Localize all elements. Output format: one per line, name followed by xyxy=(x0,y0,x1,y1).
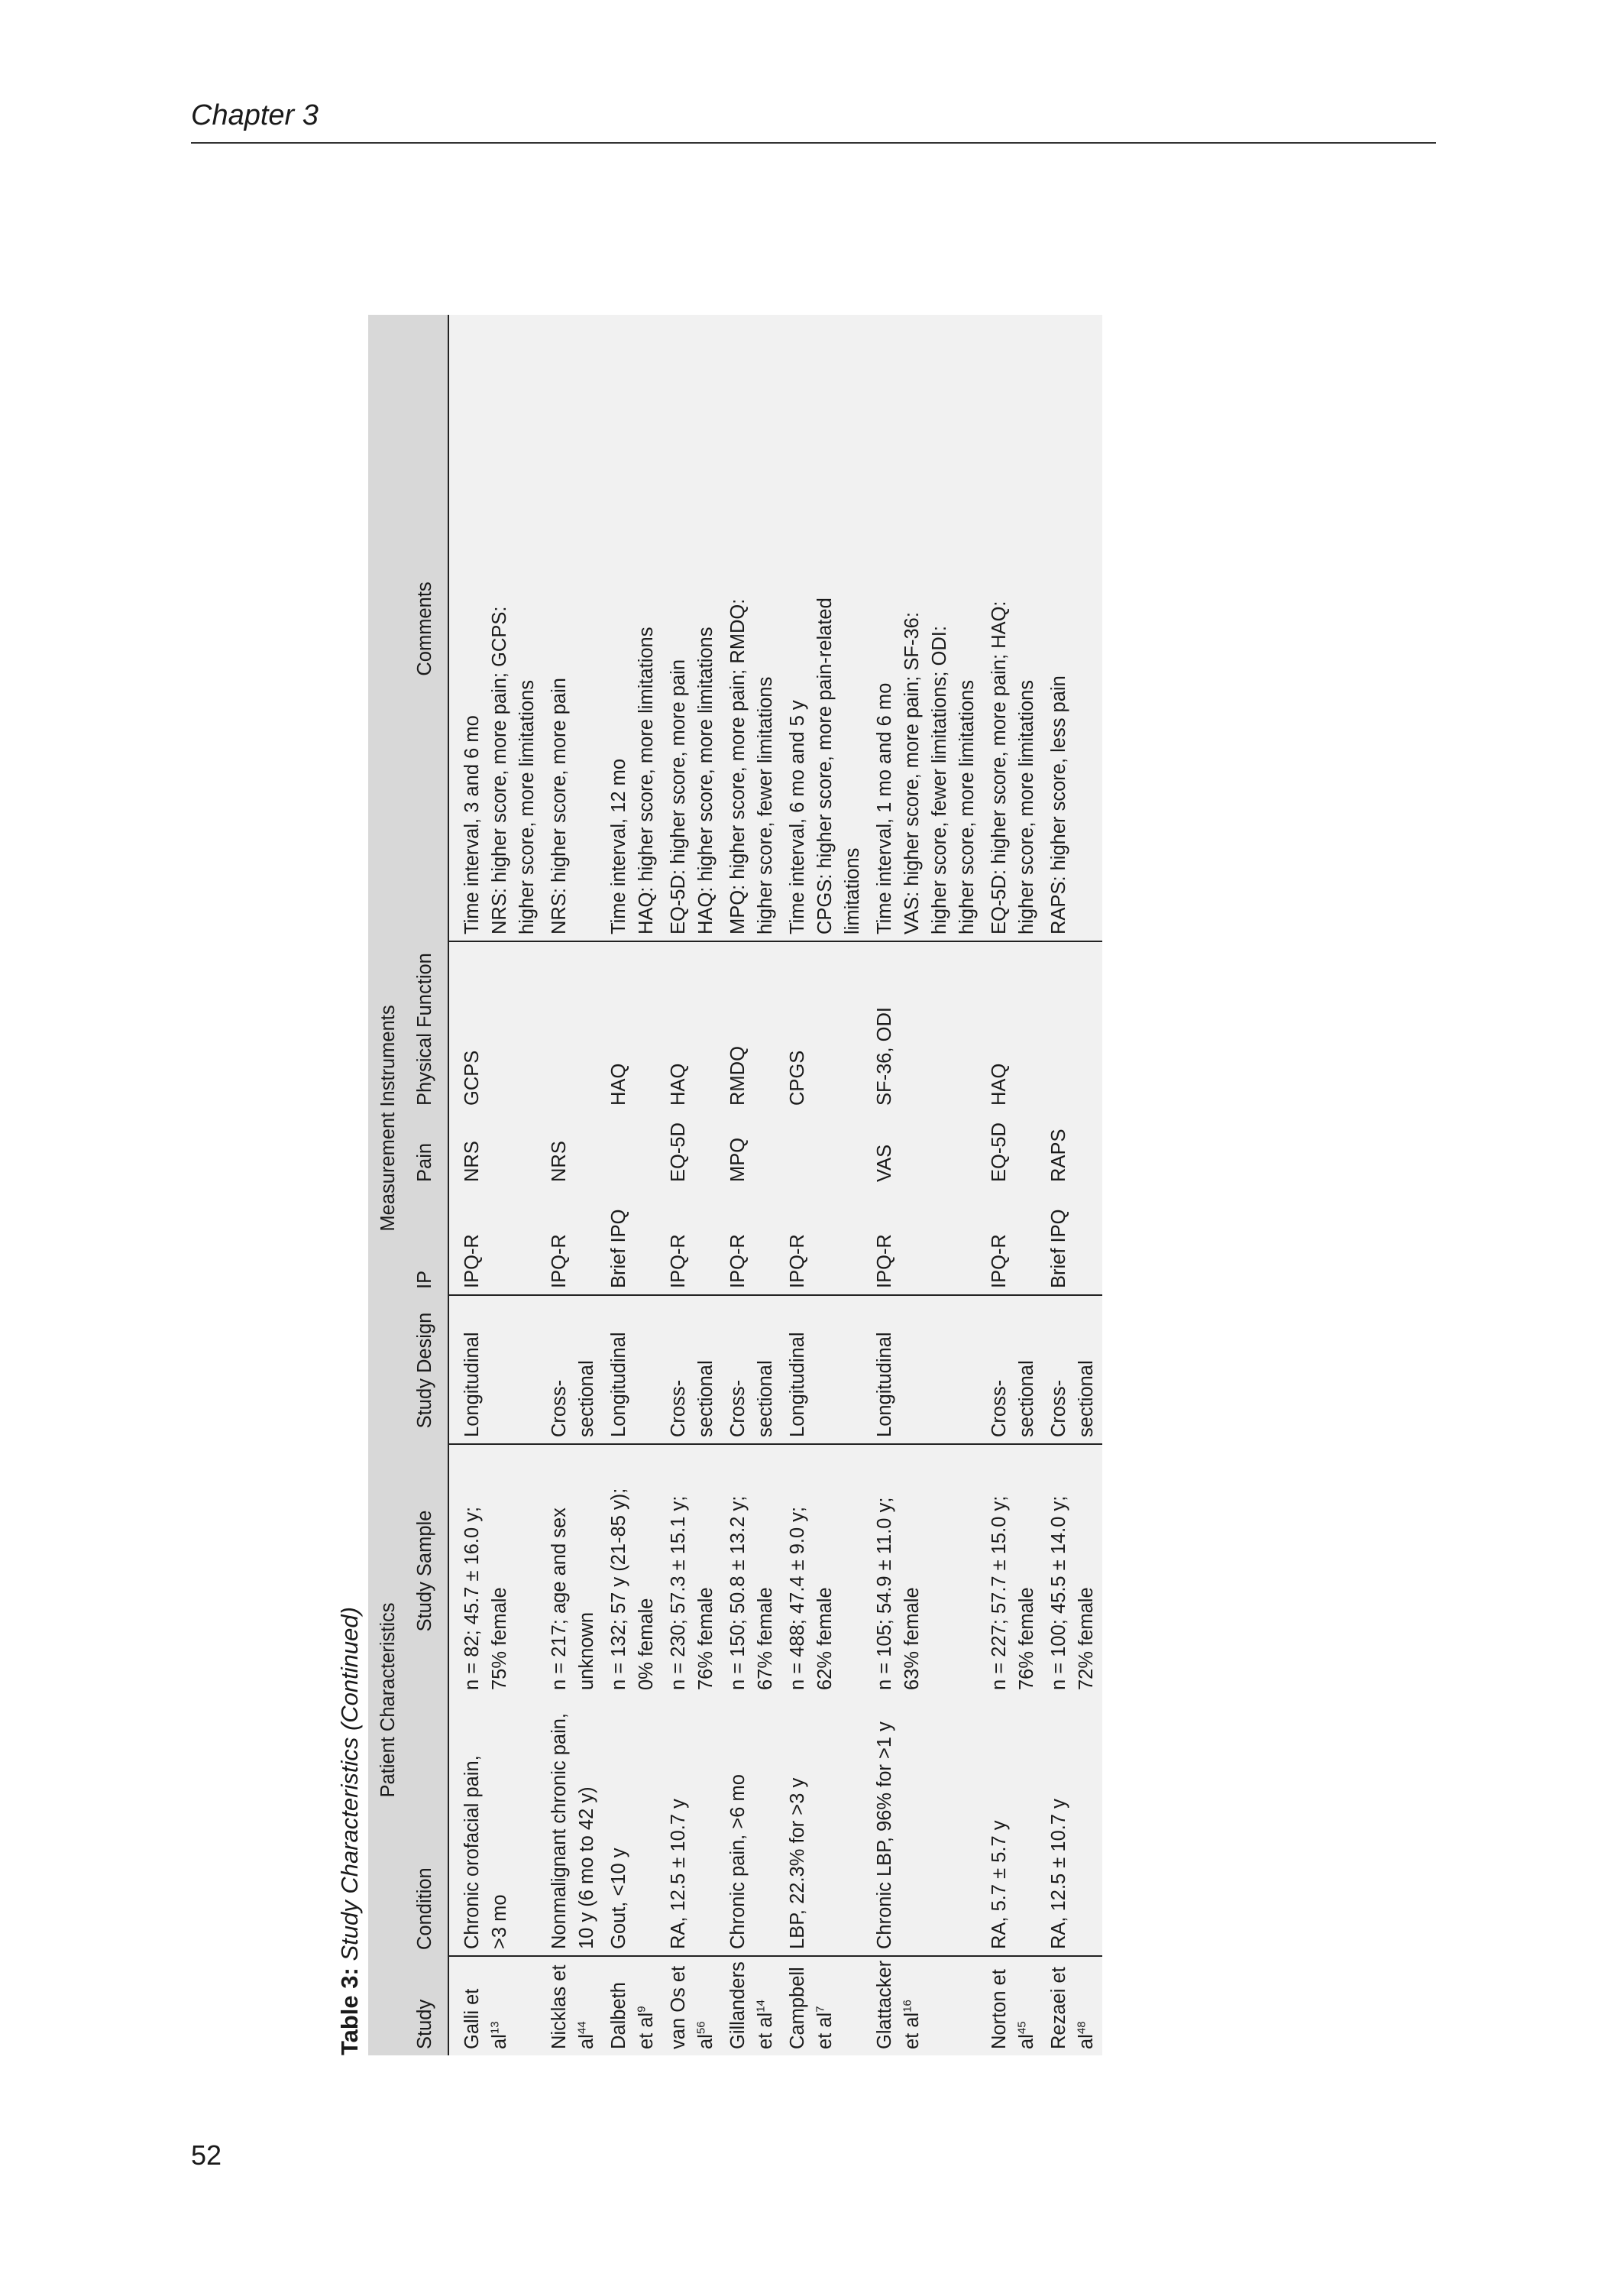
cell-comments-line: limitations xyxy=(842,847,863,934)
cell-condition-line: RA, 12.5 ± 10.7 y xyxy=(1048,1799,1069,1949)
cell-comments-line: Time interval, 1 mo and 6 mo xyxy=(874,682,895,934)
cell-comments-line: higher score, fewer limitations xyxy=(755,676,776,934)
cell-ip: IPQ-R xyxy=(548,1234,570,1288)
cell-sample-line: n = 150; 50.8 ± 13.2 y; xyxy=(727,1495,749,1690)
study-name: Nicklas et al xyxy=(548,1964,597,2049)
cell-pain: NRS xyxy=(548,1141,570,1182)
column-header-pain: Pain xyxy=(406,1112,448,1188)
cell-condition-line: Gout, <10 y xyxy=(608,1848,629,1949)
study-characteristics-table xyxy=(368,315,1102,2055)
cell-comments-line: NRS: higher score, more pain xyxy=(548,678,570,934)
cell-comments-line: Time interval, 12 mo xyxy=(608,758,629,934)
cell-function: RMDQ xyxy=(722,941,781,1112)
page-number: 52 xyxy=(191,2139,222,2171)
cell-sample-line: 72% female xyxy=(1076,1587,1097,1690)
cell-comments xyxy=(603,315,662,941)
cell-design: Longitudinal xyxy=(603,1295,662,1444)
study-reference: 56 xyxy=(694,2021,708,2035)
column-header-ip: IP xyxy=(406,1188,448,1295)
study-reference: 48 xyxy=(1075,2021,1089,2035)
cell-ip: IPQ-R xyxy=(668,1234,689,1288)
cell-study xyxy=(543,1956,603,2055)
study-reference: 45 xyxy=(1015,2021,1029,2035)
cell-sample-line: 67% female xyxy=(755,1587,776,1690)
cell-study xyxy=(603,1956,662,2055)
cell-pain: NRS xyxy=(461,1141,483,1182)
group-header-blank xyxy=(368,1295,406,1444)
header-rule xyxy=(191,142,1436,144)
cell-comments xyxy=(869,315,983,941)
cell-comments-line: Time interval, 6 mo and 5 y xyxy=(787,700,808,934)
cell-design: Cross-sectional xyxy=(662,1295,722,1444)
study-name: Glattacker et al xyxy=(874,1960,923,2049)
cell-sample-line: n = 82; 45.7 ± 16.0 y; xyxy=(461,1506,483,1690)
cell-sample-line: 63% female xyxy=(901,1587,923,1690)
cell-function: CPGS xyxy=(781,941,869,1112)
cell-study xyxy=(869,1956,983,2055)
cell-condition-line: >3 mo xyxy=(489,1894,510,1949)
cell-pain xyxy=(781,1112,869,1188)
table-row xyxy=(603,315,662,2055)
column-header-study: Study xyxy=(406,1956,448,2055)
cell-comments xyxy=(781,315,869,941)
cell-comments-line: EQ-5D: higher score, more pain; HAQ: xyxy=(988,601,1010,934)
cell-function xyxy=(543,941,603,1112)
cell-comments xyxy=(543,315,603,941)
cell-pain: VAS xyxy=(874,1144,895,1182)
cell-function: HAQ xyxy=(983,941,1043,1112)
study-reference: 13 xyxy=(488,2021,502,2035)
cell-comments-line: higher score, more limitations xyxy=(1016,679,1037,934)
cell-design: Cross-sectional xyxy=(983,1295,1043,1444)
cell-sample-line: n = 100; 45.5 ± 14.0 y; xyxy=(1048,1495,1069,1690)
cell-sample-line: 0% female xyxy=(636,1598,657,1690)
cell-comments-line: higher score, more limitations xyxy=(956,679,978,934)
table-row xyxy=(983,315,1043,2055)
rotated-table-block xyxy=(336,298,1207,2055)
group-header-patient: Patient Characteristics xyxy=(368,1444,406,1956)
cell-condition xyxy=(448,1696,543,1956)
column-header-function: Physical Function xyxy=(406,941,448,1112)
cell-comments-line: Time interval, 3 and 6 mo xyxy=(461,715,483,934)
cell-comments-line: EQ-5D: higher score, more pain xyxy=(668,659,689,934)
cell-design: Cross-sectional xyxy=(1043,1295,1102,1444)
cell-design: Longitudinal xyxy=(869,1295,983,1444)
cell-sample-line: n = 105; 54.9 ± 11.0 y; xyxy=(874,1497,895,1690)
column-header-condition: Condition xyxy=(406,1696,448,1956)
study-name: Galli et al xyxy=(461,1988,510,2049)
cell-pain: RAPS xyxy=(1048,1129,1069,1182)
study-reference: 14 xyxy=(754,2000,768,2013)
cell-comments-line: HAQ: higher score, more limitations xyxy=(695,627,717,934)
cell-design: Longitudinal xyxy=(448,1295,543,1444)
cell-condition xyxy=(1043,1696,1102,1956)
table-caption xyxy=(336,1607,367,2055)
cell-comments-line: higher score, fewer limitations; ODI: xyxy=(929,626,950,934)
cell-function: GCPS xyxy=(448,941,543,1112)
cell-sample xyxy=(1043,1444,1102,1696)
column-header-comments: Comments xyxy=(406,315,448,941)
cell-sample xyxy=(781,1444,869,1696)
cell-sample-line: n = 488; 47.4 ± 9.0 y; xyxy=(787,1506,808,1690)
cell-ip: IPQ-R xyxy=(988,1234,1010,1288)
cell-function: HAQ xyxy=(662,941,722,1112)
cell-comments-line: CPGS: higher score, more pain-related xyxy=(814,598,836,934)
cell-sample-line: 62% female xyxy=(814,1587,836,1690)
cell-sample xyxy=(603,1444,662,1696)
study-reference: 9 xyxy=(635,2006,649,2013)
cell-comments-line: MPQ: higher score, more pain; RMDQ: xyxy=(727,598,749,934)
table-row xyxy=(543,315,603,2055)
cell-sample-line: n = 230; 57.3 ± 15.1 y; xyxy=(668,1495,689,1690)
cell-sample xyxy=(543,1444,603,1696)
table-row xyxy=(869,315,983,2055)
cell-ip: IPQ-R xyxy=(787,1234,808,1288)
cell-condition-line: 10 y (6 mo to 42 y) xyxy=(576,1786,597,1949)
running-header: Chapter 3 xyxy=(191,99,319,131)
cell-ip: IPQ-R xyxy=(461,1234,483,1288)
cell-study xyxy=(662,1956,722,2055)
cell-sample-line: n = 217; age and sex xyxy=(548,1508,570,1690)
cell-comments xyxy=(983,315,1043,941)
cell-design: Longitudinal xyxy=(781,1295,869,1444)
cell-pain: EQ-5D xyxy=(988,1122,1010,1182)
table-row xyxy=(781,315,869,2055)
cell-comments-line: RAPS: higher score, less pain xyxy=(1048,675,1069,934)
table-row xyxy=(1043,315,1102,2055)
cell-study xyxy=(983,1956,1043,2055)
study-name: Rezaei et al xyxy=(1048,1967,1097,2049)
cell-condition-line: Chronic pain, >6 mo xyxy=(727,1774,749,1949)
study-reference: 16 xyxy=(901,2000,914,2013)
cell-sample xyxy=(722,1444,781,1696)
cell-ip: Brief IPQ xyxy=(608,1209,629,1288)
cell-design: Cross-sectional xyxy=(722,1295,781,1444)
cell-sample xyxy=(983,1444,1043,1696)
study-name: Gillanders et al xyxy=(727,1961,776,2049)
table-caption-label: Table 3: xyxy=(336,1968,363,2055)
cell-comments xyxy=(722,315,781,941)
cell-design: Cross-sectional xyxy=(543,1295,603,1444)
cell-condition xyxy=(983,1696,1043,1956)
group-header-blank xyxy=(368,1956,406,2055)
column-header-sample: Study Sample xyxy=(406,1444,448,1696)
cell-pain: MPQ xyxy=(727,1137,749,1182)
cell-condition xyxy=(722,1696,781,1956)
group-header-row xyxy=(368,315,406,2055)
group-header-measurement: Measurement Instruments xyxy=(368,941,406,1295)
cell-comments-line: VAS: higher score, more pain; SF-36: xyxy=(901,612,923,934)
cell-sample xyxy=(448,1444,543,1696)
cell-condition-line: Chronic orofacial pain, xyxy=(461,1755,483,1949)
cell-sample-line: n = 227; 57.7 ± 15.0 y; xyxy=(988,1495,1010,1690)
cell-function: SF-36, ODI xyxy=(869,941,983,1112)
cell-comments-line: NRS: higher score, more pain; GCPS: xyxy=(489,606,510,934)
table-block xyxy=(336,298,1207,2055)
study-reference: 7 xyxy=(814,2006,827,2013)
cell-condition xyxy=(781,1696,869,1956)
cell-condition-line: Nonmalignant chronic pain, xyxy=(548,1712,570,1949)
study-reference: 44 xyxy=(575,2021,589,2035)
cell-sample-line: 75% female xyxy=(489,1587,510,1690)
cell-study xyxy=(722,1956,781,2055)
cell-sample xyxy=(662,1444,722,1696)
cell-comments xyxy=(662,315,722,941)
study-name: Campbell et al xyxy=(787,1967,836,2049)
group-header-blank xyxy=(368,315,406,941)
cell-condition xyxy=(869,1696,983,1956)
cell-sample xyxy=(869,1444,983,1696)
cell-comments-line: higher score, more limitations xyxy=(516,679,538,934)
cell-condition-line: Chronic LBP, 96% for >1 y xyxy=(874,1721,895,1949)
study-name: Norton et al xyxy=(988,1969,1037,2049)
table-caption-title: Study Characteristics (Continued) xyxy=(336,1607,363,1968)
cell-ip: IPQ-R xyxy=(874,1234,895,1288)
cell-pain: EQ-5D xyxy=(668,1122,689,1182)
cell-sample-line: n = 132; 57 y (21-85 y); xyxy=(608,1488,629,1690)
cell-ip: IPQ-R xyxy=(727,1234,749,1288)
cell-function: HAQ xyxy=(603,941,662,1112)
cell-condition-line: RA, 5.7 ± 5.7 y xyxy=(988,1820,1010,1949)
cell-condition xyxy=(603,1696,662,1956)
cell-condition-line: RA, 12.5 ± 10.7 y xyxy=(668,1799,689,1949)
cell-function xyxy=(1043,941,1102,1112)
cell-ip: Brief IPQ xyxy=(1048,1209,1069,1288)
cell-study xyxy=(1043,1956,1102,2055)
cell-condition xyxy=(543,1696,603,1956)
cell-comments xyxy=(448,315,543,941)
cell-study xyxy=(781,1956,869,2055)
cell-sample-line: 76% female xyxy=(1016,1587,1037,1690)
cell-sample-line: unknown xyxy=(576,1611,597,1690)
cell-pain xyxy=(603,1112,662,1188)
table-row xyxy=(448,315,543,2055)
study-name: Dalbeth et al xyxy=(608,1982,657,2049)
cell-comments xyxy=(1043,315,1102,941)
cell-sample-line: 76% female xyxy=(695,1587,717,1690)
cell-condition xyxy=(662,1696,722,1956)
cell-comments-line: HAQ: higher score, more limitations xyxy=(636,627,657,934)
table-row xyxy=(662,315,722,2055)
cell-study xyxy=(448,1956,543,2055)
table-row xyxy=(722,315,781,2055)
column-header-design: Study Design xyxy=(406,1295,448,1444)
column-header-row xyxy=(406,315,448,2055)
table-body xyxy=(448,315,1102,2055)
cell-condition-line: LBP, 22.3% for >3 y xyxy=(787,1777,808,1949)
study-name: van Os et al xyxy=(668,1965,717,2049)
